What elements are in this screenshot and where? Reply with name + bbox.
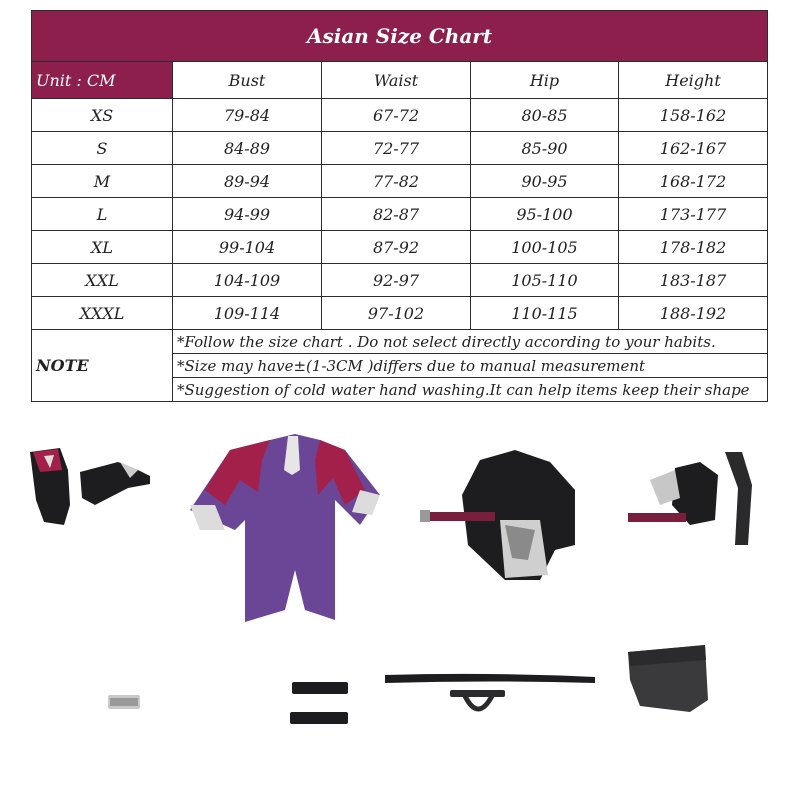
- column-header-height: Height: [619, 62, 768, 99]
- waist-cell: 67-72: [322, 99, 471, 132]
- bust-cell: 99-104: [173, 231, 322, 264]
- note-line: *Follow the size chart . Do not select directly according to your habits.: [173, 330, 768, 354]
- bust-cell: 89-94: [173, 165, 322, 198]
- size-label: XL: [32, 231, 173, 264]
- accessories-image: [108, 674, 595, 724]
- waist-cell: 82-87: [322, 198, 471, 231]
- table-row: [32, 297, 768, 330]
- column-header-bust: Bust: [173, 62, 322, 99]
- height-cell: 173-177: [619, 198, 768, 231]
- jacket-image: [190, 434, 380, 622]
- waist-cell: 87-92: [322, 231, 471, 264]
- shorts-image: [628, 645, 708, 712]
- bust-cell: 79-84: [173, 99, 322, 132]
- note-line: *Size may have±(1-3CM )differs due to manual measurement: [173, 354, 768, 378]
- unit-label: Unit : CM: [32, 62, 173, 99]
- hip-cell: 105-110: [471, 264, 619, 297]
- gloves-image: [30, 448, 150, 525]
- size-label: L: [32, 198, 173, 231]
- height-cell: 162-167: [619, 132, 768, 165]
- size-label: S: [32, 132, 173, 165]
- table-row: [32, 132, 768, 165]
- table-row: [32, 165, 768, 198]
- size-label: XXXL: [32, 297, 173, 330]
- size-label: XXL: [32, 264, 173, 297]
- size-label: XS: [32, 99, 173, 132]
- hip-cell: 85-90: [471, 132, 619, 165]
- waist-cell: 72-77: [322, 132, 471, 165]
- vest-image: [420, 450, 575, 580]
- hip-cell: 80-85: [471, 99, 619, 132]
- table-row: [32, 264, 768, 297]
- height-cell: 188-192: [619, 297, 768, 330]
- hip-cell: 95-100: [471, 198, 619, 231]
- note-label: NOTE: [32, 330, 173, 402]
- note-line: *Suggestion of cold water hand washing.It can help items keep their shape: [173, 378, 768, 402]
- column-header-waist: Waist: [322, 62, 471, 99]
- table-row: [32, 99, 768, 132]
- waist-cell: 92-97: [322, 264, 471, 297]
- costume-product-photos: [0, 420, 800, 800]
- hip-cell: 90-95: [471, 165, 619, 198]
- waist-cell: 77-82: [322, 165, 471, 198]
- height-cell: 178-182: [619, 231, 768, 264]
- table-row: [32, 231, 768, 264]
- harness-image: [628, 452, 752, 545]
- height-cell: 168-172: [619, 165, 768, 198]
- chart-title: Asian Size Chart: [32, 11, 768, 62]
- bust-cell: 94-99: [173, 198, 322, 231]
- table-row: [32, 198, 768, 231]
- bust-cell: 84-89: [173, 132, 322, 165]
- waist-cell: 97-102: [322, 297, 471, 330]
- bust-cell: 109-114: [173, 297, 322, 330]
- size-label: M: [32, 165, 173, 198]
- bust-cell: 104-109: [173, 264, 322, 297]
- size-chart-table: [31, 10, 768, 402]
- height-cell: 183-187: [619, 264, 768, 297]
- hip-cell: 100-105: [471, 231, 619, 264]
- height-cell: 158-162: [619, 99, 768, 132]
- hip-cell: 110-115: [471, 297, 619, 330]
- column-header-hip: Hip: [471, 62, 619, 99]
